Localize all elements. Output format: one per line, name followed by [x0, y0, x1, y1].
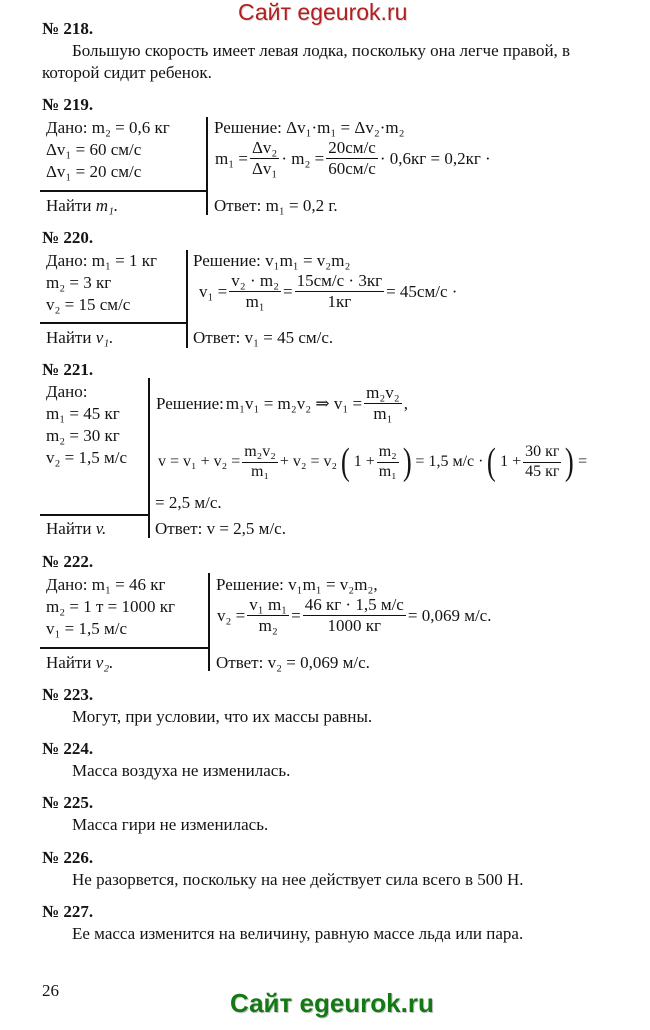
- denominator: m₁: [245, 291, 265, 311]
- given-line: m₁ = 45 кг: [46, 404, 120, 423]
- find-label: Найти: [46, 519, 96, 538]
- given-label: Дано:: [46, 382, 88, 401]
- formula-part: 1 +: [500, 453, 522, 471]
- problem-number: № 218.: [42, 19, 94, 38]
- left-paren: (: [487, 441, 497, 484]
- denominator: Δv₁: [252, 158, 278, 178]
- find-line: [46, 329, 113, 346]
- given-line: v₂ = 1,5 м/с: [46, 448, 128, 467]
- find-label: Найти: [46, 653, 96, 672]
- formula-mid: = 1,5 м/с ·: [415, 453, 484, 471]
- site-watermark-top[interactable]: Сайт egeurok.ru: [238, 0, 408, 25]
- right-paren: ): [402, 441, 412, 484]
- formula-mid: =: [283, 281, 293, 301]
- denominator: 60см/с: [328, 158, 376, 178]
- formula-lhs: v₁ =: [199, 281, 228, 301]
- answer-text: Большую скорость имеет левая лодка, поскольку она легче правой, в: [72, 41, 571, 60]
- given-line: m₂ = 30 кг: [46, 426, 120, 445]
- find-value: m₁.: [95, 196, 119, 215]
- solution-equation: v₁m₁ = v₂m₂: [265, 251, 351, 270]
- problem-number: № 221.: [42, 360, 94, 379]
- find-value: v₁.: [95, 328, 114, 347]
- solution-line: [216, 576, 378, 593]
- answer-text: Не разорвется, поскольку на нее действует сила всего в 500 Н.: [72, 870, 524, 889]
- divider: [40, 647, 210, 649]
- given-line: m₂ = 1 т = 1000 кг: [46, 597, 175, 616]
- problem-number: № 226.: [42, 848, 94, 867]
- fraction: [377, 444, 399, 481]
- given-line: v₂ = 15 см/с: [46, 295, 131, 314]
- divider: [148, 378, 150, 538]
- given-line: m₂ = 3 кг: [46, 273, 112, 292]
- answer-value: v₂ = 0,069 м/с.: [267, 653, 370, 672]
- fraction: [229, 272, 281, 311]
- given-value: m₁ = 46 кг: [91, 575, 166, 594]
- fraction: [247, 596, 289, 635]
- solution-line: [214, 119, 405, 136]
- formula-lhs: v₂ =: [217, 605, 246, 625]
- divider: [186, 250, 188, 348]
- solution-label: Решение:: [216, 575, 289, 594]
- answer-label: Ответ:: [214, 196, 266, 215]
- given-line: Δv₁ = 20 см/с: [46, 162, 142, 181]
- answer-text: Масса воздуха не изменилась.: [72, 761, 291, 780]
- problem-number: № 227.: [42, 902, 94, 921]
- answer-line: [155, 520, 286, 537]
- solution-label: Решение:: [214, 118, 287, 137]
- given-line: [46, 119, 170, 136]
- numerator: v₂ · m₂: [231, 271, 280, 290]
- divider: [206, 117, 208, 215]
- answer-label: Ответ:: [193, 328, 245, 347]
- fraction: [303, 596, 406, 635]
- problem-number: № 220.: [42, 228, 94, 247]
- numerator: 15см/с · 3кг: [296, 271, 383, 290]
- numerator: 46 кг · 1,5 м/с: [304, 595, 404, 614]
- page-number: 26: [42, 981, 59, 1000]
- answer-value: m₁ = 0,2 г.: [265, 196, 338, 215]
- solution-label: Решение:: [156, 393, 224, 413]
- given-line: Δv₁ = 60 см/с: [46, 140, 142, 159]
- given-label: Дано:: [46, 575, 92, 594]
- answer-text: Ее масса изменится на величину, равную массе льда или пара.: [72, 924, 524, 943]
- formula-part: + v₂ = v₂: [279, 453, 338, 471]
- denominator: m₁: [373, 403, 393, 423]
- divider: [208, 573, 210, 671]
- problem-number: № 223.: [42, 685, 94, 704]
- answer-label: Ответ:: [216, 653, 268, 672]
- answer-value: v = 2,5 м/с.: [206, 519, 286, 538]
- formula: [198, 272, 458, 311]
- denominator: m₁: [251, 462, 270, 480]
- divider: [40, 322, 188, 324]
- find-label: Найти: [46, 328, 96, 347]
- numerator: 30 кг: [523, 444, 561, 463]
- given-line: [46, 252, 157, 269]
- formula-lhs: v = v₁ + v₂ =: [158, 453, 241, 471]
- answer-line: [193, 329, 333, 346]
- answer-text: которой сидит ребенок.: [42, 63, 212, 82]
- answer-label: Ответ:: [155, 519, 207, 538]
- given-line: v₁ = 1,5 м/с: [46, 619, 128, 638]
- formula: [214, 139, 492, 178]
- fraction: [326, 139, 378, 178]
- divider: [40, 514, 150, 516]
- denominator: 1000 кг: [327, 615, 382, 635]
- find-line: [46, 654, 113, 671]
- answer-text: Масса гири не изменилась.: [72, 815, 269, 834]
- given-label: Дано:: [46, 118, 92, 137]
- site-watermark-bottom[interactable]: Сайт egeurok.ru: [230, 988, 434, 1018]
- formula-lhs: m₁v₁ = m₂v₂ ⇒ v₁ =: [225, 393, 363, 413]
- given-value: m₁ = 1 кг: [91, 251, 157, 270]
- formula-mid: · m₂ =: [281, 148, 325, 168]
- numerator: m₂: [377, 444, 399, 463]
- fraction: [364, 384, 402, 423]
- answer-line: [214, 197, 338, 214]
- divider: [40, 190, 208, 192]
- solution-equation: Δv₁·m₁ = Δv₂·m₂: [286, 118, 405, 137]
- numerator: Δv₂: [252, 138, 278, 157]
- denominator: 1кг: [327, 291, 352, 311]
- problem-number: № 224.: [42, 739, 94, 758]
- formula: [216, 596, 492, 635]
- numerator: 20см/с: [328, 138, 376, 157]
- find-line: [46, 520, 106, 537]
- solution-label: Решение:: [193, 251, 266, 270]
- formula-part: 1 +: [353, 453, 375, 471]
- fraction: [523, 444, 561, 481]
- denominator: m₁: [378, 462, 397, 480]
- answer-text: Могут, при условии, что их массы равны.: [72, 707, 373, 726]
- given-line: [46, 576, 165, 593]
- formula-tail: ,: [403, 393, 408, 413]
- formula: [155, 384, 409, 423]
- formula: [157, 441, 588, 484]
- problem-number: № 222.: [42, 552, 94, 571]
- fraction: [242, 444, 278, 481]
- formula-tail: =: [578, 453, 588, 471]
- formula-result: = 2,5 м/с.: [155, 493, 222, 512]
- solution-equation: v₁m₁ = v₂m₂,: [288, 575, 378, 594]
- problem-number: № 219.: [42, 95, 94, 114]
- solution-line: [193, 252, 350, 269]
- given-label: Дано:: [46, 251, 92, 270]
- numerator: v₁ m₁: [249, 595, 288, 614]
- formula-tail: = 0,069 м/с.: [407, 605, 492, 625]
- find-label: Найти: [46, 196, 96, 215]
- numerator: m₂v₂: [242, 444, 278, 463]
- given-value: m₂ = 0,6 кг: [91, 118, 170, 137]
- denominator: m₂: [258, 615, 278, 635]
- left-paren: (: [340, 441, 350, 484]
- right-paren: ): [565, 441, 575, 484]
- fraction: [250, 139, 279, 178]
- answer-line: [216, 654, 370, 671]
- formula-tail: · 0,6кг = 0,2кг ·: [379, 148, 491, 168]
- find-line: [46, 197, 118, 214]
- find-value: v.: [95, 519, 107, 538]
- formula-tail: = 45см/с ·: [386, 281, 458, 301]
- formula-mid: =: [291, 605, 301, 625]
- find-value: v₂.: [95, 653, 114, 672]
- denominator: 45 кг: [525, 462, 560, 480]
- numerator: m₂v₂: [366, 383, 400, 402]
- fraction: [295, 272, 384, 311]
- answer-value: v₁ = 45 см/с.: [244, 328, 334, 347]
- formula-lhs: m₁ =: [215, 148, 248, 168]
- problem-number: № 225.: [42, 793, 94, 812]
